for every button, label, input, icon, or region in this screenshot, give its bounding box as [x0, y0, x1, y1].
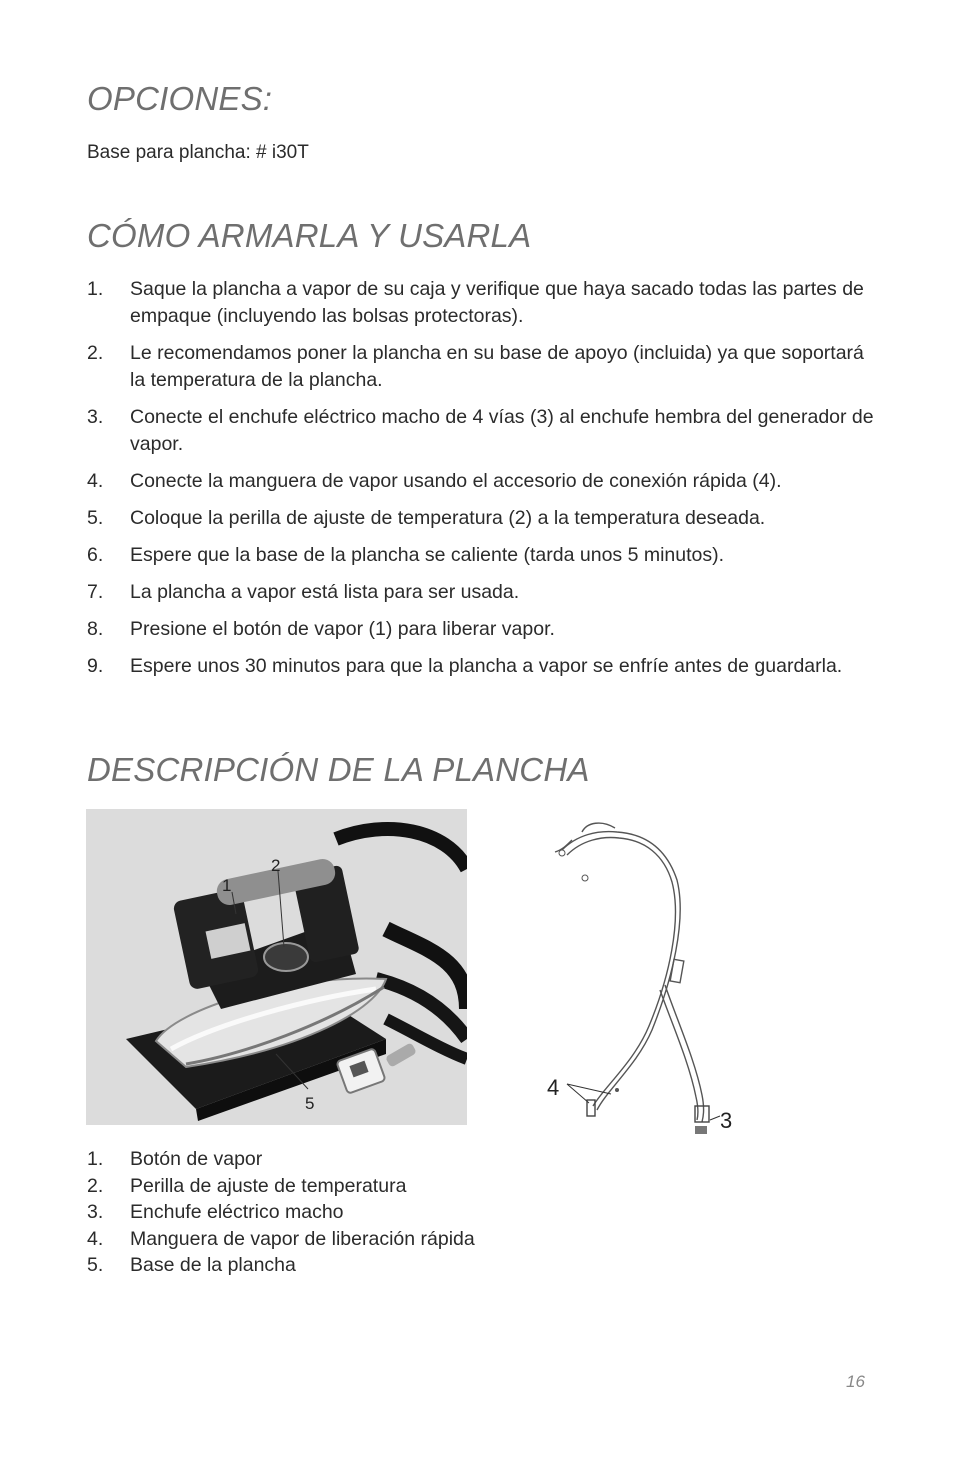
step-number: 7. [87, 581, 104, 603]
part-text: Enchufe eléctrico macho [130, 1201, 344, 1223]
part-number: 2. [87, 1174, 104, 1197]
part-number: 5. [87, 1254, 104, 1276]
description-heading: DESCRIPCIÓN DE LA PLANCHA [87, 751, 590, 788]
step-item [87, 653, 877, 680]
step-number: 2. [87, 342, 104, 364]
part-item [87, 1146, 475, 1173]
step-number: 1. [87, 278, 104, 300]
step-text: Espere unos 30 minutos para que la plancha a vapor se enfríe antes de guardarla. [130, 655, 843, 677]
part-text: Base de la plancha [130, 1254, 296, 1276]
step-text: Coloque la perilla de ajuste de temperatura (2) a la temperatura deseada. [130, 507, 766, 529]
part-text: Botón de vapor [130, 1148, 263, 1170]
step-number: 3. [87, 406, 104, 428]
part-item [87, 1199, 475, 1226]
options-heading: OPCIONES: [87, 80, 273, 117]
part-item [87, 1173, 475, 1200]
base-model-text: Base para plancha: # i30T [87, 142, 309, 163]
step-text: Conecte la manguera de vapor usando el accesorio de conexión rápida (4). [130, 470, 782, 492]
assembly-steps-list [87, 276, 877, 690]
part-number: 4. [87, 1227, 104, 1250]
photo-callout-2: 2 [271, 856, 281, 875]
step-text: Le recomendamos poner la plancha en su base de apoyo (incluida) ya que soportará la temperatura de la plancha. [130, 342, 864, 391]
assembly-heading: CÓMO ARMARLA Y USARLA [87, 217, 532, 254]
part-item [87, 1226, 475, 1253]
steam-iron-illustration [86, 809, 467, 1125]
step-item [87, 276, 877, 330]
part-item [87, 1252, 475, 1279]
part-text: Perilla de ajuste de temperatura [130, 1174, 407, 1197]
step-item [87, 468, 877, 495]
step-text: Presione el botón de vapor (1) para liberar vapor. [130, 618, 555, 640]
parts-list [87, 1146, 475, 1279]
step-item [87, 542, 877, 569]
hose-callout-3: 3 [720, 1108, 733, 1133]
step-text: La plancha a vapor está lista para ser usada. [130, 581, 520, 603]
steam-iron-photo [86, 809, 467, 1125]
step-number: 4. [87, 470, 104, 492]
step-number: 9. [87, 655, 104, 677]
step-item [87, 404, 877, 458]
page-number: 16 [846, 1372, 865, 1391]
part-number: 3. [87, 1201, 104, 1223]
photo-callout-5: 5 [305, 1094, 315, 1113]
part-text: Manguera de vapor de liberación rápida [130, 1227, 475, 1250]
step-text: Conecte el enchufe eléctrico macho de 4 vías (3) al enchufe hembra del generador de vapor. [130, 406, 874, 455]
step-item [87, 505, 877, 532]
part-number: 1. [87, 1148, 104, 1170]
step-item [87, 579, 877, 606]
step-item [87, 340, 877, 394]
step-text: Espere que la base de la plancha se caliente (tarda unos 5 minutos). [130, 544, 725, 566]
hose-line-drawing [527, 810, 767, 1150]
steam-hose-diagram [527, 810, 767, 1150]
step-text: Saque la plancha a vapor de su caja y verifique que haya sacado todas las partes de empaque (incluyendo las bolsas protectoras). [130, 278, 864, 327]
step-number: 8. [87, 618, 104, 640]
photo-callout-1: 1 [222, 876, 232, 895]
step-number: 6. [87, 544, 104, 566]
step-item [87, 616, 877, 643]
hose-callout-4: 4 [547, 1075, 560, 1100]
step-number: 5. [87, 507, 104, 529]
